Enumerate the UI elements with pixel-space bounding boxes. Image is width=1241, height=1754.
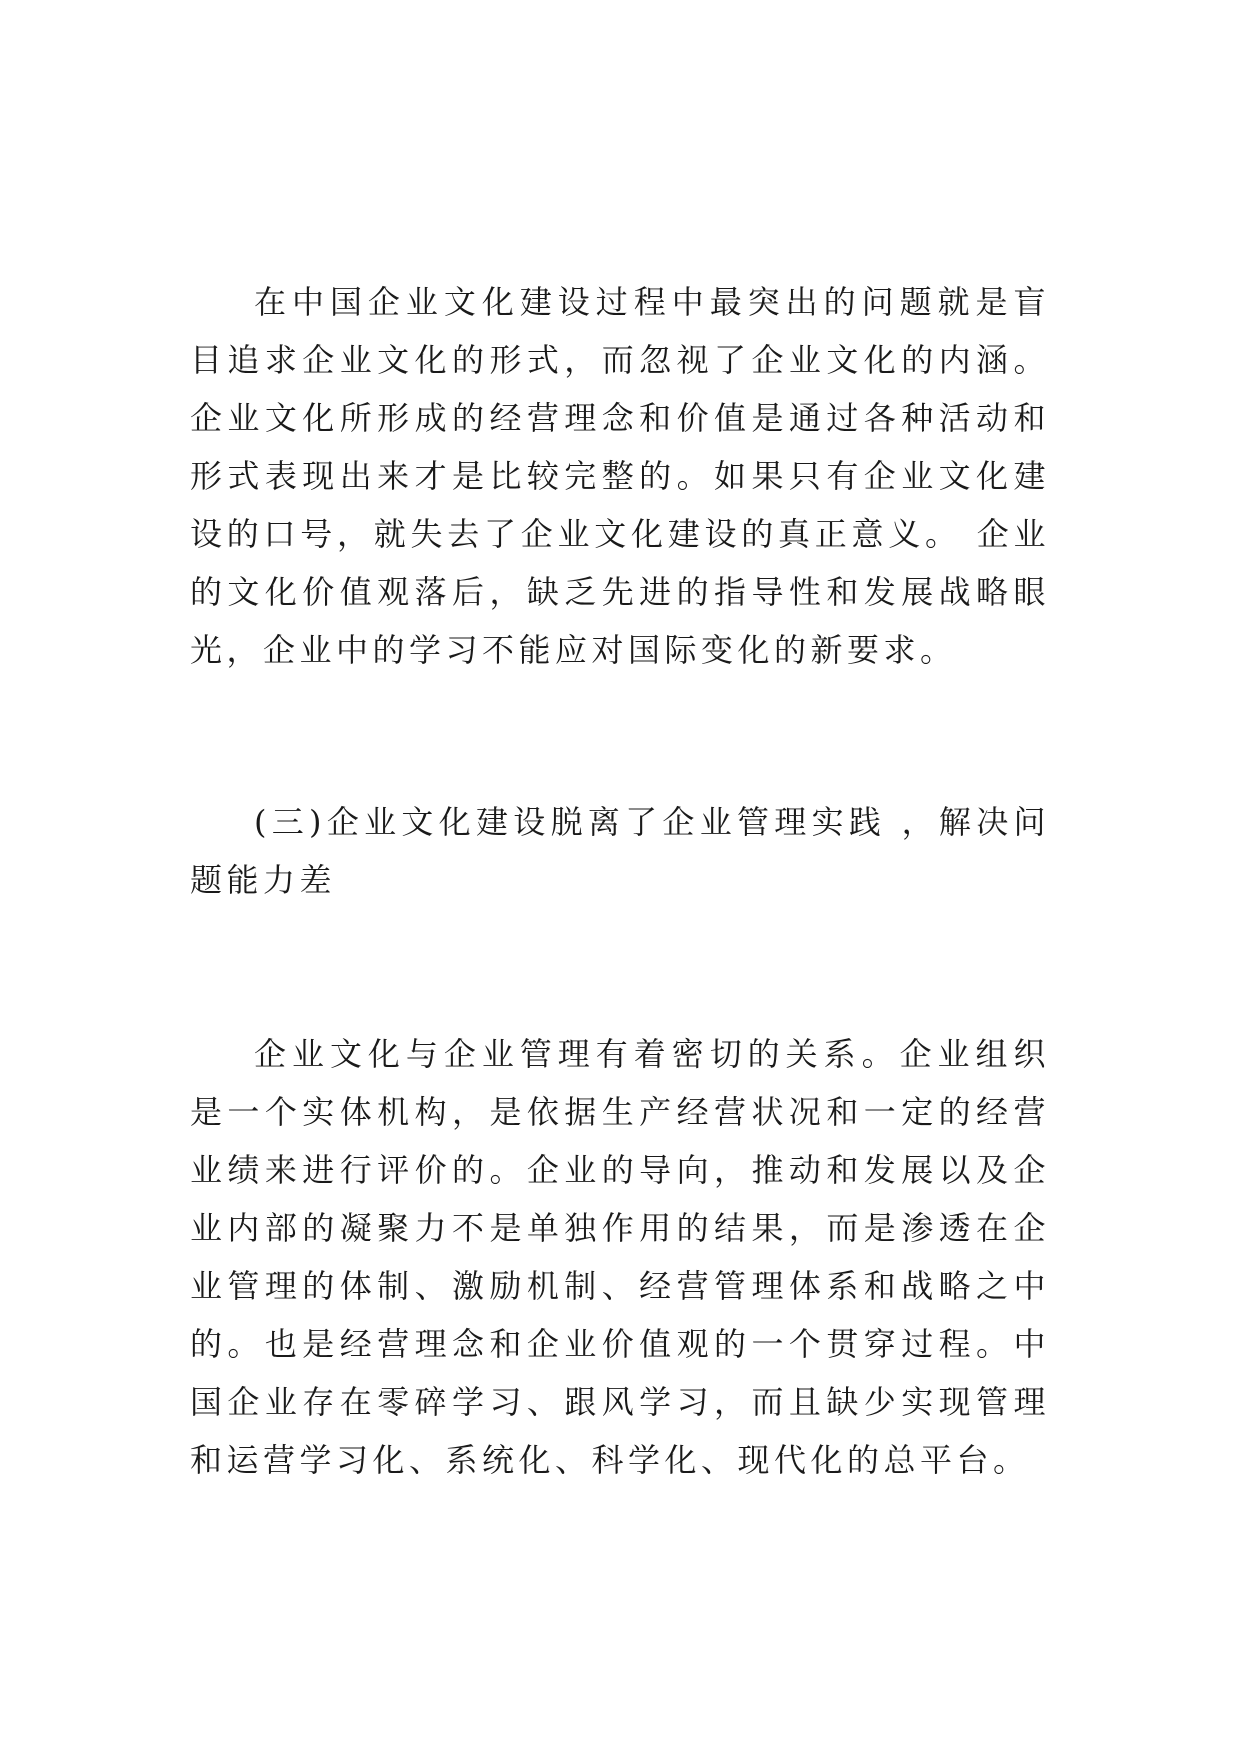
section-heading: (三)企业文化建设脱离了企业管理实践 ，解决问题能力差 [190,803,1050,899]
body-paragraph: 在中国企业文化建设过程中最突出的问题就是盲目追求企业文化的形式，而忽视了企业文化的内涵。企业文化所形成的经营理念和价值是通过各种活动和形式表现出来才是比较完整的。如果只有企业文化建设的口号，就失去了企业文化建设的真正意义。 企业的文化价值观落后，缺乏先进的指导性和发展战略眼光，企业中的学习不能应对国际变化的新要求。 [190,283,1050,669]
body-paragraph: 企业文化与企业管理有着密切的关系。企业组织是一个实体机构，是依据生产经营状况和一定的经营业绩来进行评价的。企业的导向，推动和发展以及企业内部的凝聚力不是单独作用的结果，而是渗透在企业管理的体制、激励机制、经营管理体系和战略之中的。也是经营理念和企业价值观的一个贯穿过程。中国企业存在零碎学习、跟风学习，而且缺少实现管理和运营学习化、系统化、科学化、现代化的总平台。 [190,1035,1050,1479]
